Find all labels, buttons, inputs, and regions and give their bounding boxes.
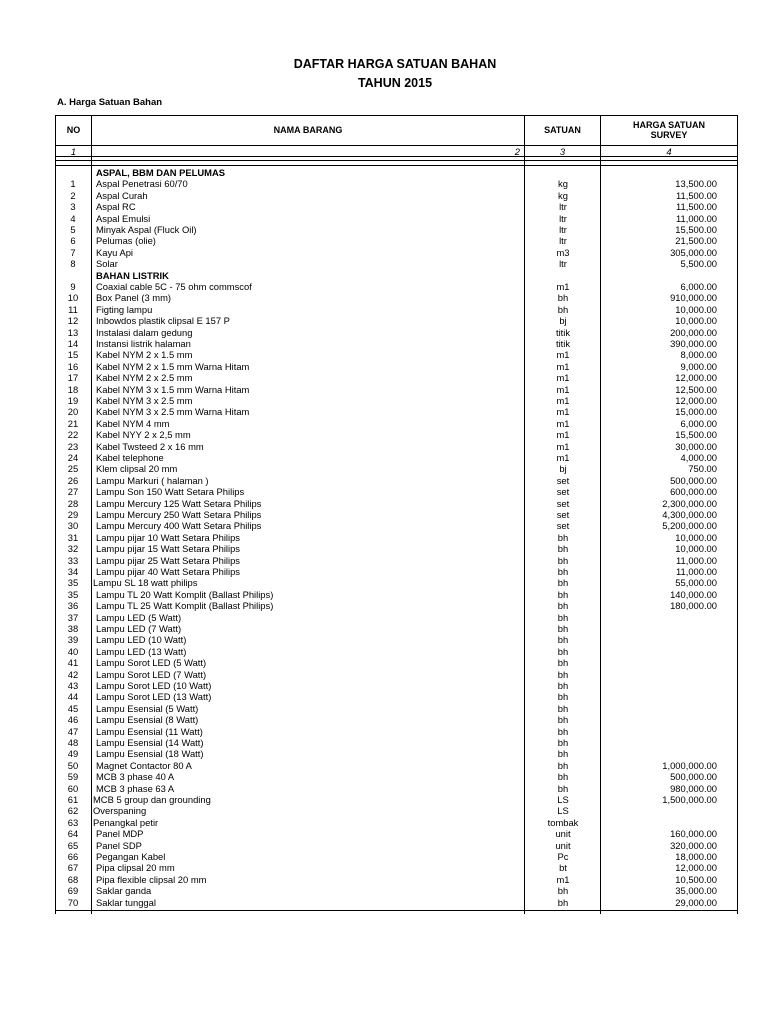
item-price: 11,000.00 [675, 566, 717, 577]
item-name: MCB 3 phase 63 A [96, 782, 175, 794]
item-name: Aspal Curah [96, 189, 148, 201]
row-number: 3 [70, 201, 76, 213]
row-number: 64 [67, 828, 79, 840]
item-price: 12,000.00 [675, 395, 717, 406]
item-price: 305,000.00 [670, 246, 717, 258]
item-unit: m1 [556, 417, 570, 429]
item-unit: bh [557, 759, 569, 771]
item-unit: ltr [559, 258, 567, 270]
row-number: 11 [68, 303, 78, 315]
item-name: Lampu Esensial (11 Watt) [96, 725, 203, 737]
row-number: 27 [67, 486, 79, 498]
row-number: 32 [67, 543, 79, 555]
item-price: 21,500.00 [675, 235, 717, 247]
item-price: 15,500.00 [675, 429, 717, 441]
item-name: Lampu Mercury 400 Watt Setara Philips [96, 520, 262, 532]
item-unit: bh [557, 896, 569, 908]
item-price: 12,500.00 [675, 383, 717, 395]
item-unit: bh [557, 600, 569, 612]
item-name: Pelumas (olie) [96, 235, 156, 247]
row-number: 48 [67, 737, 79, 748]
item-name: Pipa flexible clipsal 20 mm [96, 873, 207, 885]
row-number: 69 [67, 885, 79, 897]
header-name: NAMA BARANG [273, 125, 343, 135]
item-name: Panel MDP [96, 828, 144, 840]
row-number: 35 [67, 588, 79, 600]
item-name: Overspaning [93, 805, 147, 817]
price-table [55, 115, 738, 914]
colnum-unit: 3 [559, 146, 566, 157]
item-unit: bh [557, 588, 569, 600]
row-number: 20 [67, 406, 79, 418]
item-unit: unit [555, 839, 571, 851]
item-price: 11,500.00 [675, 201, 717, 213]
item-price: 10,000.00 [675, 315, 717, 327]
row-number: 6 [70, 235, 76, 247]
item-name: Saklar ganda [96, 885, 152, 897]
item-name: Lampu pijar 15 Watt Setara Philips [96, 543, 240, 555]
item-price: 500,000.00 [670, 771, 717, 783]
row-number: 36 [67, 600, 79, 612]
item-price: 29,000.00 [675, 896, 717, 908]
row-number: 21 [67, 417, 79, 429]
item-name: Lampu Esensial (5 Watt) [96, 702, 199, 714]
row-number: 14 [67, 338, 79, 349]
row-number: 22 [67, 429, 79, 441]
item-name: MCB 3 phase 40 A [96, 771, 175, 783]
row-number: 47 [67, 725, 79, 737]
item-name: Kabel NYM 2 x 1.5 mm [96, 349, 193, 361]
row-number: 65 [67, 839, 79, 851]
item-price: 160,000.00 [670, 828, 717, 840]
row-number: 30 [67, 520, 79, 532]
item-name: Kabel NYM 3 x 1.5 mm Warna Hitam [96, 383, 250, 395]
item-name: Lampu pijar 10 Watt Setara Philips [96, 531, 240, 543]
group-heading: ASPAL, BBM DAN PELUMAS [96, 167, 225, 178]
item-unit: tombak [547, 816, 579, 828]
gap-rule [56, 160, 737, 161]
item-unit: bh [557, 577, 569, 589]
row-number: 29 [67, 509, 79, 520]
row-number: 37 [67, 611, 79, 623]
item-name: Lampu pijar 40 Watt Setara Philips [96, 566, 240, 577]
item-price: 10,000.00 [675, 543, 717, 555]
colnum-no: 1 [70, 146, 77, 157]
row-number: 42 [67, 668, 79, 680]
item-price: 750.00 [688, 463, 717, 475]
row-number: 16 [67, 360, 79, 372]
item-unit: m3 [556, 246, 570, 258]
header-price-line2: SURVEY [650, 130, 688, 140]
item-name: Coaxial cable 5C - 75 ohm commscof [96, 281, 252, 292]
item-unit: bh [557, 782, 569, 794]
item-name: Saklar tunggal [96, 896, 156, 908]
row-number: 31 [67, 531, 79, 543]
item-unit: bh [557, 292, 569, 304]
item-unit: m1 [556, 440, 570, 452]
item-unit: unit [555, 828, 571, 840]
item-name: Box Panel (3 mm) [96, 292, 172, 304]
item-price: 10,000.00 [675, 531, 717, 543]
item-name: Klem clipsal 20 mm [96, 463, 178, 475]
item-name: Inbowdos plastik clipsal E 157 P [96, 315, 230, 327]
item-name: Magnet Contactor 80 A [96, 759, 192, 771]
item-unit: ltr [559, 201, 567, 213]
item-unit: bh [557, 748, 569, 760]
row-number: 45 [67, 702, 79, 714]
item-unit: m1 [556, 383, 570, 395]
item-unit: bh [557, 634, 569, 646]
item-price: 6,000.00 [680, 281, 717, 292]
item-unit: m1 [556, 281, 570, 292]
item-unit: bt [559, 862, 567, 874]
col-divider-no [91, 116, 92, 914]
item-name: Kabel NYM 4 mm [96, 417, 170, 429]
item-name: Lampu LED (10 Watt) [96, 634, 187, 646]
row-number: 59 [67, 771, 79, 783]
row-number: 46 [67, 714, 79, 726]
row-number: 19 [67, 395, 79, 406]
item-unit: ltr [559, 224, 567, 235]
item-price: 140,000.00 [670, 588, 717, 600]
item-unit: bh [557, 702, 569, 714]
item-unit: bh [557, 531, 569, 543]
item-name: Minyak Aspal (Fluck Oil) [96, 224, 197, 235]
colnum-name: 2 [514, 146, 520, 157]
item-name: Instansi listrik halaman [96, 338, 191, 349]
colnum-price: 4 [666, 146, 672, 157]
item-unit: titik [555, 338, 571, 349]
row-number: 33 [67, 554, 79, 566]
item-name: MCB 5 group dan grounding [93, 794, 211, 805]
item-price: 500,000.00 [670, 474, 717, 486]
item-name: Kabel NYY 2 x 2,5 mm [96, 429, 191, 441]
item-name: Lampu Sorot LED (7 Watt) [96, 668, 207, 680]
item-unit: bh [557, 680, 569, 691]
item-price: 18,000.00 [675, 851, 717, 862]
item-name: Lampu Sorot LED (10 Watt) [96, 680, 212, 691]
item-unit: bh [557, 554, 569, 566]
item-name: Solar [96, 258, 118, 270]
item-name: Lampu pijar 25 Watt Setara Philips [96, 554, 240, 566]
group-heading: BAHAN LISTRIK [96, 269, 169, 281]
row-number: 13 [67, 326, 79, 338]
item-price: 11,000.00 [675, 212, 717, 224]
row-number: 60 [67, 782, 79, 794]
item-name: Aspal Emulsi [96, 212, 151, 224]
item-unit: bh [557, 543, 569, 555]
item-unit: Pc [557, 851, 569, 862]
item-name: Kabel NYM 2 x 2.5 mm [96, 372, 193, 384]
item-unit: bh [557, 714, 569, 726]
gap-rule [56, 165, 737, 166]
row-number: 2 [70, 189, 76, 201]
row-number: 49 [67, 748, 79, 760]
row-number: 8 [70, 258, 76, 270]
item-name: Aspal RC [96, 201, 136, 213]
row-number: 17 [67, 372, 79, 384]
item-price: 10,500.00 [675, 873, 717, 885]
item-unit: bh [557, 303, 569, 315]
row-number: 68 [67, 873, 79, 885]
item-price: 390,000.00 [670, 338, 717, 349]
section-heading: A. Harga Satuan Bahan [57, 97, 163, 108]
item-price: 5,500.00 [680, 258, 717, 270]
page-subtitle: TAHUN 2015 [357, 76, 433, 90]
item-price: 6,000.00 [680, 417, 717, 429]
item-name: Lampu Sorot LED (13 Watt) [96, 691, 212, 703]
item-unit: kg [558, 189, 568, 201]
item-price: 1,500,000.00 [662, 794, 717, 805]
item-name: Kabel NYM 3 x 2.5 mm [96, 395, 193, 406]
row-number: 4 [70, 212, 76, 224]
item-price: 15,000.00 [675, 406, 717, 418]
item-name: Lampu Mercury 250 Watt Setara Philips [96, 509, 262, 520]
item-price: 9,000.00 [680, 360, 717, 372]
row-number: 63 [67, 816, 79, 828]
item-unit: bh [557, 623, 569, 634]
row-number: 5 [70, 224, 76, 235]
item-name: Lampu Markuri ( halaman ) [96, 474, 209, 486]
item-unit: set [556, 520, 570, 532]
item-unit: m1 [556, 452, 570, 463]
row-number: 44 [67, 691, 79, 703]
item-name: Aspal Penetrasi 60/70 [96, 178, 188, 190]
row-number: 1 [70, 178, 76, 190]
item-price: 55,000.00 [675, 577, 717, 589]
item-name: Kabel Twsteed 2 x 16 mm [96, 440, 204, 452]
item-unit: bh [557, 691, 569, 703]
item-price: 35,000.00 [675, 885, 717, 897]
row-number: 66 [67, 851, 79, 862]
item-unit: bh [557, 737, 569, 748]
item-price: 4,300,000.00 [662, 509, 717, 520]
item-name: Lampu SL 18 watt philips [93, 577, 198, 589]
header-no: NO [66, 125, 81, 135]
item-name: Lampu TL 25 Watt Komplit (Ballast Philips) [96, 600, 274, 612]
row-number: 25 [67, 463, 79, 475]
item-name: Lampu LED (7 Watt) [96, 623, 182, 634]
item-unit: m1 [556, 429, 570, 441]
item-price: 10,000.00 [675, 303, 717, 315]
item-price: 910,000.00 [670, 292, 717, 304]
item-price: 320,000.00 [670, 839, 717, 851]
item-name: Lampu LED (13 Watt) [96, 645, 187, 657]
item-price: 180,000.00 [670, 600, 717, 612]
item-unit: bh [557, 668, 569, 680]
page-title: DAFTAR HARGA SATUAN BAHAN [293, 57, 497, 71]
item-name: Kayu Api [96, 246, 134, 258]
item-name: Lampu Esensial (18 Watt) [96, 748, 204, 760]
item-name: Kabel telephone [96, 452, 164, 463]
row-number: 7 [70, 246, 76, 258]
row-number: 18 [67, 383, 79, 395]
item-unit: bh [557, 771, 569, 783]
item-unit: set [556, 509, 570, 520]
row-number: 39 [67, 634, 79, 646]
item-unit: set [556, 497, 570, 509]
row-number: 23 [67, 440, 79, 452]
item-price: 30,000.00 [675, 440, 717, 452]
item-name: Lampu Esensial (8 Watt) [96, 714, 199, 726]
item-unit: titik [555, 326, 571, 338]
item-name: Lampu Mercury 125 Watt Setara Philips [96, 497, 262, 509]
item-unit: m1 [556, 395, 570, 406]
row-number: 28 [67, 497, 79, 509]
row-number: 61 [67, 794, 79, 805]
item-name: Figting lampu [96, 303, 153, 315]
item-price: 1,000,000.00 [662, 759, 717, 771]
row-number: 24 [67, 452, 79, 463]
row-number: 15 [67, 349, 79, 361]
item-unit: m1 [556, 349, 570, 361]
header-price-line1: HARGA SATUAN [633, 120, 705, 130]
row-number: 70 [67, 896, 79, 908]
item-unit: bh [557, 611, 569, 623]
item-name: Lampu Esensial (14 Watt) [96, 737, 204, 748]
item-price: 5,200,000.00 [662, 520, 717, 532]
row-number: 26 [67, 474, 79, 486]
item-unit: LS [557, 805, 569, 817]
item-unit: LS [557, 794, 569, 805]
item-unit: bh [557, 645, 569, 657]
item-name: Instalasi dalam gedung [96, 326, 193, 338]
item-name: Lampu Sorot LED (5 Watt) [96, 657, 207, 669]
row-number: 38 [67, 623, 79, 634]
item-price: 2,300,000.00 [662, 497, 717, 509]
item-unit: bh [557, 657, 569, 669]
item-unit: set [556, 474, 570, 486]
row-number: 12 [67, 315, 79, 327]
item-price: 11,500.00 [675, 189, 717, 201]
item-price: 600,000.00 [670, 486, 717, 498]
item-unit: bh [557, 725, 569, 737]
item-price: 13,500.00 [675, 178, 717, 190]
item-unit: m1 [556, 873, 570, 885]
item-unit: m1 [556, 406, 570, 418]
item-unit: set [556, 486, 570, 498]
item-name: Kabel NYM 2 x 1.5 mm Warna Hitam [96, 360, 250, 372]
item-unit: ltr [559, 235, 567, 247]
item-price: 200,000.00 [670, 326, 717, 338]
item-name: Lampu Son 150 Watt Setara Philips [96, 486, 245, 498]
row-number: 35 [67, 577, 79, 589]
item-price: 12,000.00 [675, 372, 717, 384]
row-number: 40 [67, 645, 79, 657]
item-price: 980,000.00 [670, 782, 717, 794]
item-unit: m1 [556, 372, 570, 384]
item-price: 4,000.00 [680, 452, 717, 463]
row-number: 43 [67, 680, 79, 691]
row-number: 62 [67, 805, 79, 817]
item-unit: bj [559, 463, 567, 475]
item-name: Pipa clipsal 20 mm [96, 862, 175, 874]
row-number: 34 [67, 566, 79, 577]
item-unit: ltr [559, 212, 567, 224]
item-name: Penangkal petir [93, 816, 159, 828]
row-number: 67 [67, 862, 79, 874]
row-number: 41 [67, 657, 79, 669]
item-name: Lampu TL 20 Watt Komplit (Ballast Philips) [96, 588, 274, 600]
item-name: Kabel NYM 3 x 2.5 mm Warna Hitam [96, 406, 250, 418]
item-name: Panel SDP [96, 839, 142, 851]
item-price: 15,500.00 [675, 224, 717, 235]
header-unit: SATUAN [544, 125, 581, 135]
item-name: Pegangan Kabel [96, 851, 166, 862]
item-unit: bj [559, 315, 567, 327]
item-unit: bh [557, 885, 569, 897]
row-number: 10 [67, 292, 79, 304]
row-number: 50 [67, 759, 79, 771]
item-unit: bh [557, 566, 569, 577]
table-bottom-rule [56, 910, 737, 911]
item-unit: m1 [556, 360, 570, 372]
item-unit: kg [558, 178, 568, 190]
item-name: Lampu LED (5 Watt) [96, 611, 182, 623]
item-price: 8,000.00 [680, 349, 717, 361]
item-price: 11,000.00 [675, 554, 717, 566]
row-number: 9 [70, 281, 76, 292]
item-price: 12,000.00 [675, 862, 717, 874]
